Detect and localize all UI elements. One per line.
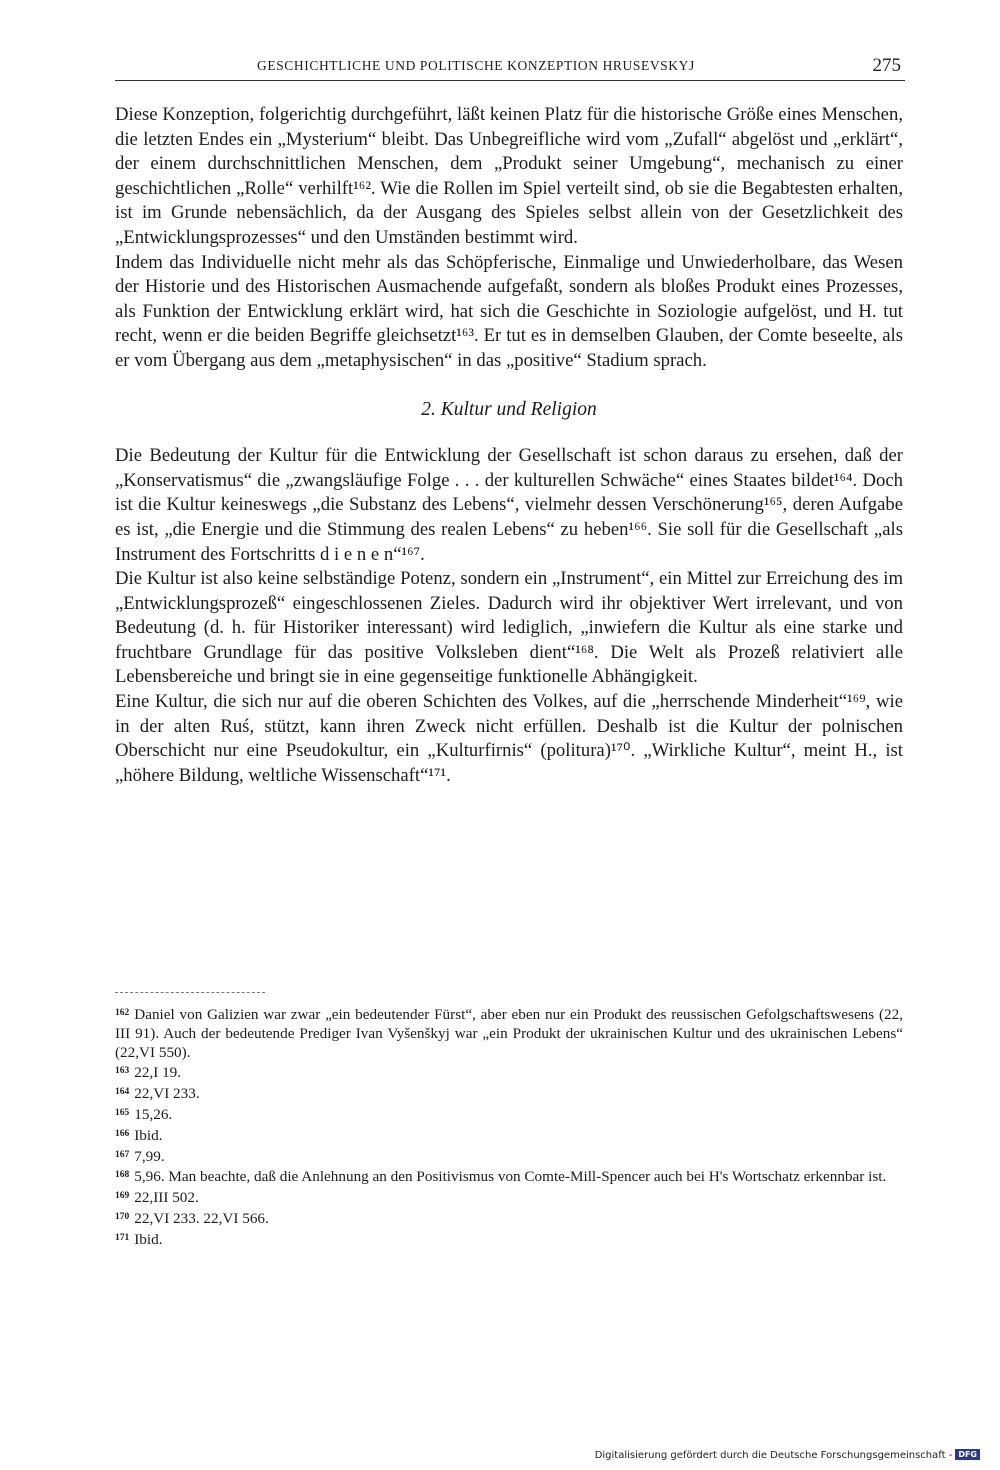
footnote-number: 167 (115, 1149, 130, 1160)
footnote-167 (115, 1146, 903, 1167)
footnote-171 (115, 1229, 903, 1250)
footnote-text: 15,26. (134, 1105, 173, 1123)
credit-text: Digitalisierung gefördert durch die Deutsche Forschungsgemeinschaft - (594, 1450, 953, 1461)
paragraph: Die Bedeutung der Kultur für die Entwicklung der Gesellschaft ist schon daraus zu ersehen, daß der „Konservatismus“ die „zwangsläufige Folge . . . der kulturellen Schwäche“ eines Staates bildet¹⁶⁴. Doch ist die Kultur keineswegs „die Substanz des Lebens“, vielmehr dessen Verschönerung¹⁶⁵, deren Aufgabe es ist, „die Energie und die Stimmung des realen Lebens“ zu heben¹⁶⁶. Sie soll für die Gesellschaft „als Instrument des Fortschritts d i e n e n“¹⁶⁷. (115, 445, 903, 565)
footnote-text: 22,I 19. (134, 1064, 182, 1082)
footnote-170 (115, 1208, 903, 1229)
footnote-number: 165 (115, 1107, 130, 1118)
footnote-rule (115, 992, 265, 993)
page-number: 275 (872, 55, 901, 76)
main-text (115, 103, 903, 788)
footnote-text: Ibid. (134, 1230, 163, 1248)
paragraph: Die Kultur ist also keine selbständige Potenz, sondern ein „Instrument“, ein Mittel zur Erreichung des im „Entwicklungsprozeß“ eingeschlossenen Zieles. Dadurch wird ihr objektiver Wert irrelevant, und von Bedeutung (d. h. für Historiker interessant) wird lediglich, „inwiefern die Kultur als eine starke und fruchtbare Grundlage für das positive Volksleben dient“¹⁶⁸. Die Welt als Prozeß relativiert alle Lebensbereiche und bringt sie in eine gegenseitige funktionelle Abhängigkeit. (115, 568, 903, 688)
paragraph: Eine Kultur, die sich nur auf die oberen Schichten des Volkes, auf die „herrschende Minderheit“¹⁶⁹, wie in der alten Ruś, stützt, kann ihren Zweck nicht erfüllen. Deshalb ist die Kultur der polnischen Oberschicht nur eine Pseudokultur, ein „Kulturfirnis“ (politura)¹⁷⁰. „Wirkliche Kultur“, meint H., ist „höhere Bildung, weltliche Wissenschaft“¹⁷¹. (115, 691, 903, 786)
paragraph: Indem das Individuelle nicht mehr als das Schöpferische, Einmalige und Unwiederholbare, das Wesen der Historie und des Historischen Ausmachende aufgefaßt, sondern als bloßes Produkt eines Prozesses, als Funktion der Entwicklung erklärt wird, hat sich die Geschichte in Soziologie aufgelöst, und H. tut recht, wenn er die beiden Begriffe gleichsetzt¹⁶³. Er tut es in demselben Glauben, der Comte beseelte, als er vom Übergang aus dem „metaphysischen“ in das „positive“ Stadium sprach. (115, 251, 903, 371)
footnote-165 (115, 1104, 903, 1125)
dfg-logo: DFG (955, 1449, 980, 1460)
footnote-168 (115, 1166, 903, 1187)
footnotes (115, 1004, 903, 1250)
footnote-163 (115, 1062, 903, 1083)
footnote-text: Daniel von Galizien war zwar „ein bedeutender Fürst“, aber eben nur ein Produkt des reussischen Gefolgschaftswesens (22, III 91). Auch der bedeutende Prediger Ivan Vyšenškyj war „ein Produkt der ukrainischen Kultur und des ukrainischen Lebens“ (22,VI 550). (115, 1006, 903, 1061)
footnote-text: Ibid. (134, 1126, 163, 1144)
footnote-number: 164 (115, 1087, 130, 1098)
footnote-166 (115, 1125, 903, 1146)
footnote-number: 170 (115, 1211, 130, 1222)
paragraph: Diese Konzeption, folgerichtig durchgeführt, läßt keinen Platz für die historische Größe eines Menschen, die letzten Endes ein „Mysterium“ bleibt. Das Unbegreifliche wird vom „Zufall“ abgelöst und „erklärt“, der einem durchschnittlichen Menschen, dem „Produkt seiner Umgebung“, mechanisch zu einer geschichtlichen „Rolle“ verhilft¹⁶². Wie die Rollen im Spiel verteilt sind, ob sie die Begabtesten erhalten, ist im Grunde nebensächlich, da der Ausgang des Spieles selbst allein von der Gesetzlichkeit des „Entwicklungsprozesses“ und den Umständen bestimmt wird. (115, 104, 903, 248)
footnote-text: 7,99. (134, 1147, 165, 1165)
running-title: GESCHICHTLICHE UND POLITISCHE KONZEPTION HRUSEVSKYJ (257, 58, 695, 73)
footnote-number: 168 (115, 1170, 130, 1181)
footnote-number: 166 (115, 1128, 130, 1139)
footnote-text: 22,VI 233. (134, 1085, 200, 1103)
digitization-credit (595, 1449, 980, 1461)
footnote-number: 162 (115, 1008, 130, 1018)
footnote-number: 163 (115, 1066, 130, 1077)
footnote-162 (115, 1004, 903, 1062)
footnote-169 (115, 1187, 903, 1208)
section-title: 2. Kultur und Religion (421, 398, 597, 420)
footnote-164 (115, 1083, 903, 1104)
footnote-number: 169 (115, 1191, 130, 1202)
running-header (115, 56, 905, 81)
footnote-text: 5,96. Man beachte, daß die Anlehnung an den Positivismus von Comte-Mill-Spencer auch bei H's Wortschatz erkennbar ist. (134, 1168, 887, 1186)
footnote-number: 171 (115, 1232, 130, 1243)
footnote-text: 22,III 502. (134, 1189, 199, 1207)
footnote-text: 22,VI 233. 22,VI 566. (134, 1209, 269, 1227)
